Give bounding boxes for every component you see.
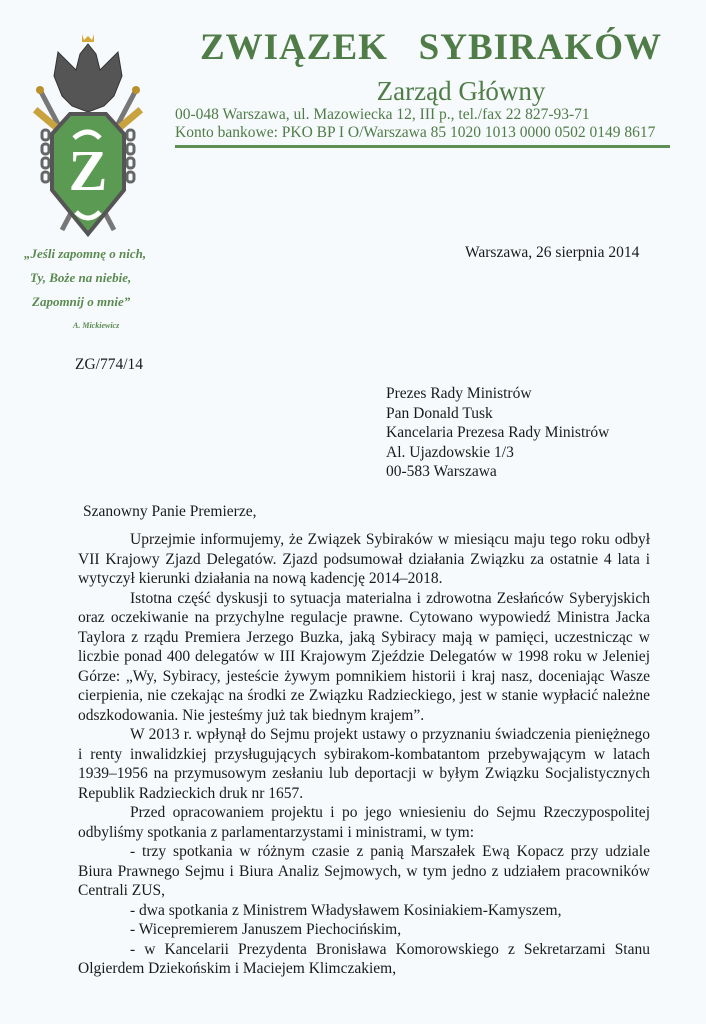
letter-date: Warszawa, 26 sierpnia 2014 xyxy=(465,244,640,261)
eagle-icon xyxy=(54,34,122,112)
motto-line: Zapomnij o mnie” xyxy=(32,294,131,309)
list-item: - w Kancelarii Prezydenta Bronisława Komorowskiego z Sekretarzami Stanu Olgierdem Dziekońskim i Maciejem Klimczakiem, xyxy=(78,940,650,977)
body-paragraph: Istotna część dyskusji to sytuacja materialna i zdrowotna Zesłańców Syberyjskich oraz oczekiwanie na przychylne regulacje prawne. Cytowano wypowiedź Ministra Jacka Taylora z rządu Premiera Jerzego Buzka, jaką Sybiracy mają w pamięci, uczestnicząc w liczbie ponad 400 delegatów w III Krajowym Zjeździe Delegatów w 1998 roku w Jeleniej Górze: „Wy, Sybiracy, jesteście żywym pomnikiem historii i kraj nasz, doceniając Wasze cierpienia, nie czekając na środki ze Związku Radzieckiego, jest w stanie wypłacić należne odszkodowania. Nie jesteśmy już tak biednym krajem”. xyxy=(78,589,650,724)
salutation: Szanowny Panie Premierze, xyxy=(83,503,257,520)
motto xyxy=(24,242,174,314)
addressee-line: Kancelaria Prezesa Rady Ministrów xyxy=(386,424,610,441)
letter-body xyxy=(78,530,650,979)
org-unit: Zarząd Główny xyxy=(376,76,546,106)
body-paragraph: W 2013 r. wpłynął do Sejmu projekt ustawy o przyznaniu świadczenia pieniężnego i renty inwalidzkiej przysługujących sybirakom-kombatantom przebywającym w latach 1939–1956 na przymusowym zesłaniu lub deportacji w byłym Związku Socjalistycznych Republik Radzieckich druk nr 1657. xyxy=(78,726,650,802)
list-item: - Wicepremierem Januszem Piechocińskim, xyxy=(130,921,402,938)
reference-number: ZG/774/14 xyxy=(75,356,144,373)
motto-line: „Jeśli zapomnę o nich, xyxy=(24,246,147,261)
header-divider xyxy=(175,145,670,148)
addressee-line: Al. Ujazdowskie 1/3 xyxy=(386,443,514,461)
org-address: 00-048 Warszawa, ul. Mazowiecka 12, III p., tel./fax 22 827-93-71 xyxy=(175,106,590,123)
motto-author: A. Mickiewicz xyxy=(73,321,120,330)
addressee-line: Prezes Rady Ministrów xyxy=(386,385,532,402)
addressee-block xyxy=(386,384,609,482)
body-paragraph: Uprzejmie informujemy, że Związek Sybiraków w miesiącu maju tego roku odbył VII Krajowy Zjazd Delegatów. Zjazd podsumował działania Związku za ostatnie 4 lata i wytyczył kierunki działania na nową kadencję 2014–2018. xyxy=(78,531,650,587)
org-name: ZWIĄZEK SYBIRAKÓW xyxy=(199,27,663,68)
bank-account: Konto bankowe: PKO BP I O/Warszawa 85 1020 1013 0000 0502 0149 8617 xyxy=(175,124,656,141)
crown-icon xyxy=(82,34,94,42)
list-item: - dwa spotkania z Ministrem Władysławem Kosiniakiem-Kamyszem, xyxy=(130,901,562,919)
addressee-line: Pan Donald Tusk xyxy=(386,404,493,422)
eagle-emblem-logo xyxy=(28,30,148,240)
body-paragraph: Przed opracowaniem projektu i po jego wniesieniu do Sejmu Rzeczypospolitej odbyliśmy spotkania z parlamentarzystami i ministrami, w tym: xyxy=(78,804,650,841)
monogram-icon: Z xyxy=(68,138,108,203)
list-item: - trzy spotkania w różnym czasie z panią Marszałek Ewą Kopacz przy udziale Biura Prawnego Sejmu i Biura Analiz Sejmowych, w tym jedno z udziałem pracowników Centrali ZUS, xyxy=(78,843,650,899)
motto-line: Ty, Boże na niebie, xyxy=(30,270,132,285)
addressee-line: 00-583 Warszawa xyxy=(386,463,497,480)
